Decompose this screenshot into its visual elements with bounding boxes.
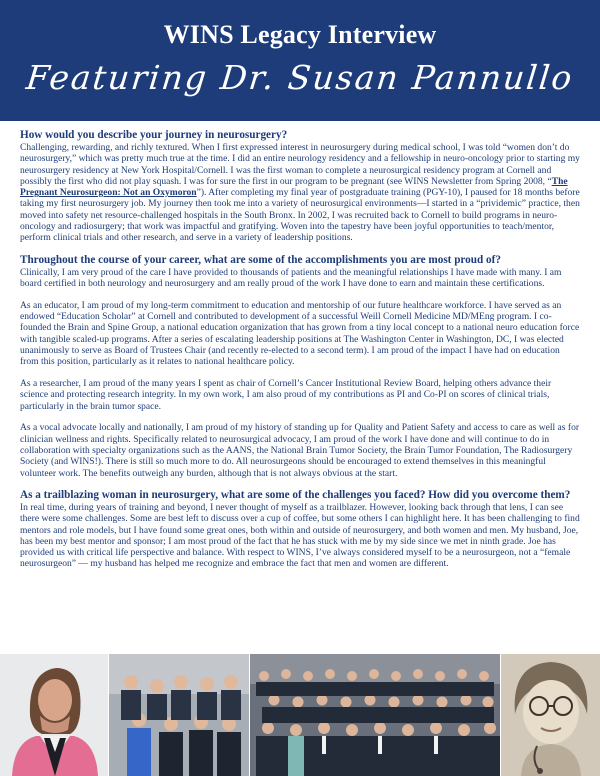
question-heading: Throughout the course of your career, what are some of the accomplishments you are most proud of? <box>20 253 501 266</box>
portrait-photo <box>0 654 108 776</box>
answer-paragraph <box>20 142 580 244</box>
page-title: WINS Legacy Interview <box>163 20 437 49</box>
header-banner <box>0 0 600 121</box>
article-body <box>20 129 580 570</box>
question-heading: How would you describe your journey in neurosurgery? <box>20 129 288 141</box>
answer-paragraph: As a vocal advocate locally and nationally, I am proud of my history of standing up for Quality and Patient Safety and access to care as well as for clinician wellness and rights. Specifically related to neurosurgical advocacy, I am proud of the work I have done and will continue to do in collaboration with specialty organizations such as the AANS, the National Brain Tumor Society, the Brain Tumor Foundation, The Radiosurgery Society (and WINS!). There is still so much more to do. All neurosurgeons should be encouraged to extend themselves in this meaningful volunteer work. The benefits outweigh any burden, although that is not always obvious at the start. <box>20 422 580 479</box>
photo-strip <box>0 654 600 776</box>
answer-paragraph: As a researcher, I am proud of the many years I spent as chair of Cornell’s Cancer Institutional Review Board, helping others advance their science and protecting research integrity. In my own work, I am also proud of my contributions as PI and Co-PI on scores of clinical trials, particularly in the brain tumor space. <box>20 378 552 412</box>
newsletter-article-link[interactable]: The Pregnant Neurosurgeon: Not an Oxymoron <box>20 175 568 199</box>
group-photo-large <box>250 654 500 776</box>
page-subtitle: Featuring Dr. Susan Pannullo <box>24 58 576 97</box>
group-photo-small <box>109 654 249 776</box>
answer-paragraph: In real time, during years of training and beyond, I never thought of myself as a trailblazer. However, looking back through that lens, I can see there were some challenges. Some are best left to discuss over a cup of coffee, but some others I can highlight here. It has been challenging to find mentors and role models, but I have found some great ones, both within and outside of neurosurgery, and both women and men. My husband, Joe, has been my best mentor and sponsor; I am most proud of the fact that he has stuck with me by my side since we met in ninth grade. Joe has provided us with critical life perspective and balance. With respect to WINS, I’ve always considered myself to be a neurosurgeon, not a “female neurosurgeon” — my husband has helped me recognize and embrace the fact that men and women are different. <box>20 501 580 570</box>
question-heading: As a trailblazing woman in neurosurgery, what are some of the challenges you faced? How did you overcome them? <box>20 488 571 501</box>
answer-text: Challenging, rewarding, and richly textured. When I first expressed interest in neurosurgery during medical school, I was told “women don’t do neurosurgery,” which was pretty much true at the time. I did an entire neurology residency and a fellowship in neuro-oncology prior to starting my neurosurgery residency at New York Hospital/Cornell. I was the first woman to complete a neurosurgical residency program at Cornell and possibly the first who did not play squash. I was for sure the first in our program to be pregnant (see WINS Newsletter from Spring 2008, “ <box>20 142 580 187</box>
answer-paragraph: Clinically, I am very proud of the care I have provided to thousands of patients and the meaningful relationships I have made with many. I am board certified in both neurology and neurosurgery and am really proud of the work I have done to earn and maintain these certifications. <box>20 266 562 289</box>
answer-text: ”). After completing my final year of postgraduate training (PGY-10), I paused for 18 months before taking my first neurosurgery job. My journey then took me into a variety of neurosurgical environments—I started in a “prividemic” practice, then moved into safety net resource-challenged hospitals in the South Bronx. In 2002, I was recruited back to Cornell to build programs in neuro-oncology and radiosurgery; that work was impactful and gratifying. Woven into the tapestry have been joyful opportunities to teach/mentor, perform clinical trials and other research, and serve in a variety of leadership positions. <box>20 187 580 244</box>
childhood-photo <box>501 654 600 776</box>
answer-paragraph: As an educator, I am proud of my long-term commitment to education and mentorship of our future healthcare workforce. I have served as an endowed “Education Scholar” at Cornell and contributed to development of a successful Weill Cornell Medicine MD/MEng program. I co-founded the Brain and Spine Group, a national education organization that has grown from a tiny local concept to a national neuro education force with tangible scaled-up programs. After a series of escalating leadership positions at The Washington Center in Washington, DC, I was elected unanimously to serve as Board of Trustees Chair (and recently re-elected to a second term). I am proud of the impact I have had on education from this position, particularly as it relates to national healthcare policy. <box>20 299 580 368</box>
